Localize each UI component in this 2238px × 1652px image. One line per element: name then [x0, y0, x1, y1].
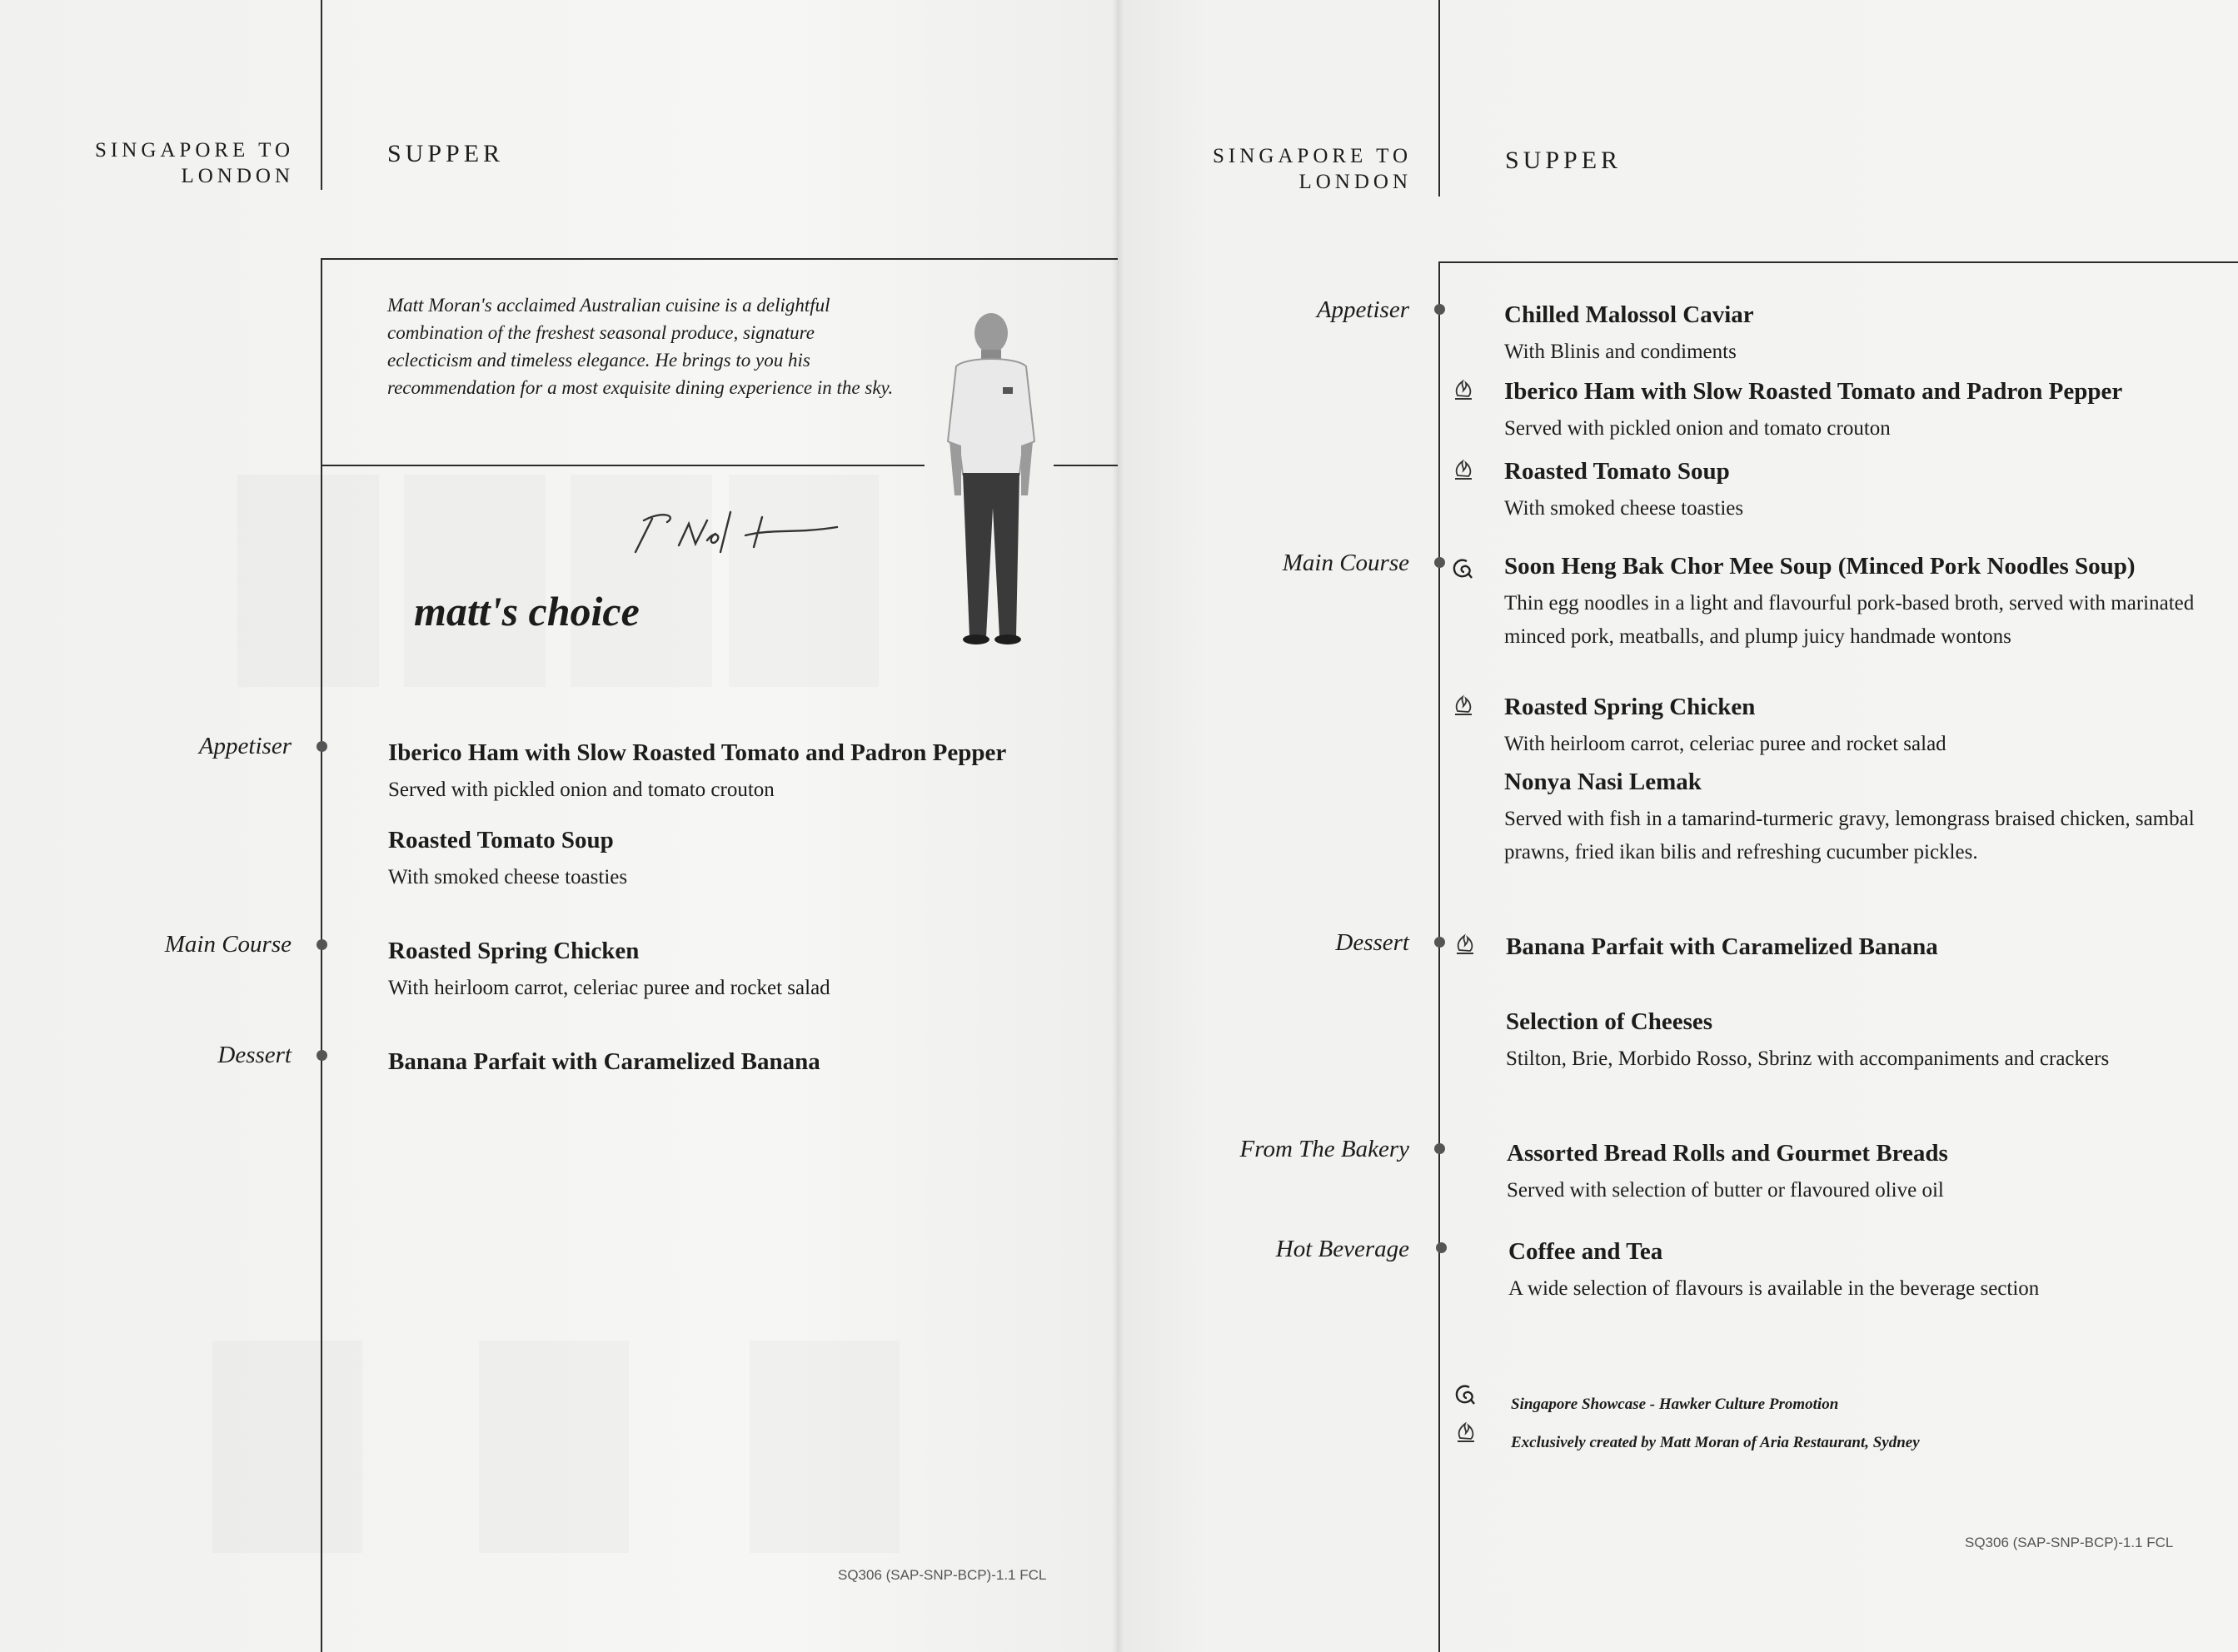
- item-title: Coffee and Tea: [1508, 1238, 1663, 1265]
- menu-item: [1507, 1140, 2223, 1207]
- singapore-showcase-icon: [1450, 556, 1475, 581]
- category-main-course: Main Course: [164, 931, 292, 958]
- category-dessert: Dessert: [217, 1042, 292, 1068]
- timeline-dot: [1436, 1242, 1447, 1253]
- menu-item: [388, 827, 1054, 894]
- item-description: Served with fish in a tamarind-turmeric gravy, lemongrass braised chicken, sambal prawns, fried ikan bilis and refreshing cucumber pickles.: [1504, 808, 2195, 863]
- timeline-dot: [317, 741, 327, 752]
- top-rule: [1438, 261, 2238, 263]
- item-title: Soon Heng Bak Chor Mee Soup (Minced Pork Noodles Soup): [1504, 553, 2136, 580]
- top-rule: [321, 258, 1118, 260]
- intro-rule: [1054, 465, 1118, 466]
- item-title: Banana Parfait with Caramelized Banana: [1506, 933, 1938, 960]
- item-description: Served with pickled onion and tomato crouton: [388, 779, 775, 801]
- left-menu-page: [0, 0, 1118, 1652]
- route-label: SINGAPORE TO LONDON: [95, 139, 294, 187]
- timeline-dot: [317, 1050, 327, 1061]
- item-description: With Blinis and condiments: [1504, 341, 1737, 363]
- legend-text: Exclusively created by Matt Moran of Aria Restaurant, Sydney: [1511, 1434, 1920, 1451]
- item-description: Served with pickled onion and tomato crouton: [1504, 417, 1891, 440]
- menu-item: [1504, 769, 2221, 869]
- show-through-shadow: [750, 1341, 900, 1553]
- timeline-dot: [1434, 304, 1445, 315]
- item-title: Roasted Tomato Soup: [1504, 458, 1730, 485]
- matts-choice-title: matt's choice: [414, 588, 640, 634]
- menu-item: [1508, 1238, 2225, 1306]
- chef-signature: [629, 504, 845, 562]
- matt-moran-icon: [1451, 694, 1476, 719]
- item-title: Nonya Nasi Lemak: [1504, 769, 1702, 795]
- menu-item: [388, 739, 1054, 807]
- menu-item: [1506, 1008, 2222, 1076]
- item-description: With heirloom carrot, celeriac puree and rocket salad: [1504, 733, 1946, 755]
- item-title: Selection of Cheeses: [1506, 1008, 1713, 1035]
- page-fold: [1112, 0, 1124, 1652]
- legend-text: Singapore Showcase - Hawker Culture Promotion: [1511, 1396, 1839, 1413]
- matt-moran-icon: [1453, 1421, 1478, 1446]
- show-through-shadow: [404, 475, 546, 687]
- item-description: Stilton, Brie, Morbido Rosso, Sbrinz with accompaniments and crackers: [1506, 1047, 2110, 1070]
- category-dessert: Dessert: [1335, 929, 1409, 956]
- category-hot-beverage: Hot Beverage: [1275, 1236, 1409, 1262]
- item-title: Roasted Spring Chicken: [1504, 694, 1756, 720]
- menu-item: [1504, 301, 2221, 369]
- meal-title: SUPPER: [1505, 147, 1622, 174]
- right-menu-page: [1118, 0, 2238, 1652]
- menu-code: SQ306 (SAP-SNP-BCP)-1.1 FCL: [838, 1567, 1047, 1583]
- menu-item: [388, 1048, 1054, 1076]
- item-description: With smoked cheese toasties: [388, 866, 628, 888]
- chef-intro: Matt Moran's acclaimed Australian cuisine is a delightful combination of the freshest seasonal produce, signature eclecticism and timeless elegance. He brings to you his recommendation for a most exquisite dining experience in the sky.: [387, 295, 894, 398]
- route-label: SINGAPORE TO LONDON: [1213, 145, 1412, 193]
- matt-moran-icon: [1453, 933, 1478, 958]
- category-main-course: Main Course: [1282, 550, 1409, 576]
- menu-code: SQ306 (SAP-SNP-BCP)-1.1 FCL: [1965, 1535, 2174, 1550]
- item-title: Iberico Ham with Slow Roasted Tomato and Padron Pepper: [1504, 378, 2123, 405]
- timeline-dot: [1434, 1143, 1445, 1154]
- item-description: With heirloom carrot, celeriac puree and rocket salad: [388, 977, 830, 999]
- category-appetiser: Appetiser: [198, 733, 292, 759]
- item-title: Banana Parfait with Caramelized Banana: [388, 1048, 820, 1075]
- show-through-shadow: [237, 475, 379, 687]
- category-from-the-bakery: From The Bakery: [1239, 1136, 1409, 1162]
- item-description: Thin egg noodles in a light and flavourful pork-based broth, served with marinated minced pork, meatballs, and plump juicy handmade wontons: [1504, 592, 2195, 648]
- matt-moran-icon: [1451, 379, 1476, 404]
- category-appetiser: Appetiser: [1316, 296, 1409, 323]
- item-title: Iberico Ham with Slow Roasted Tomato and Padron Pepper: [388, 739, 1007, 766]
- header-divider: [321, 0, 322, 190]
- timeline-rule: [1438, 261, 1440, 1652]
- menu-item: [1506, 933, 2222, 961]
- show-through-shadow: [479, 1341, 629, 1553]
- header-divider: [1438, 0, 1440, 197]
- intro-rule: [321, 465, 925, 466]
- timeline-dot: [1434, 557, 1445, 568]
- chef-portrait: [933, 308, 1049, 645]
- timeline-dot: [317, 939, 327, 950]
- meal-title: SUPPER: [387, 140, 505, 167]
- item-title: Chilled Malossol Caviar: [1504, 301, 1754, 328]
- item-description: With smoked cheese toasties: [1504, 497, 1744, 520]
- timeline-rule: [321, 258, 322, 1652]
- singapore-showcase-icon: [1453, 1382, 1478, 1407]
- menu-item: [1504, 458, 2221, 525]
- item-title: Assorted Bread Rolls and Gourmet Breads: [1507, 1140, 1948, 1167]
- menu-item: [388, 938, 1054, 1005]
- menu-item: [1504, 378, 2221, 445]
- menu-item: [1504, 694, 2221, 761]
- item-title: Roasted Tomato Soup: [388, 827, 614, 853]
- menu-item: [1504, 553, 2221, 654]
- item-description: A wide selection of flavours is available in the beverage section: [1508, 1277, 2040, 1300]
- matt-moran-icon: [1451, 459, 1476, 484]
- item-description: Served with selection of butter or flavoured olive oil: [1507, 1179, 1944, 1202]
- timeline-dot: [1434, 937, 1445, 948]
- show-through-shadow: [212, 1341, 362, 1553]
- item-title: Roasted Spring Chicken: [388, 938, 640, 964]
